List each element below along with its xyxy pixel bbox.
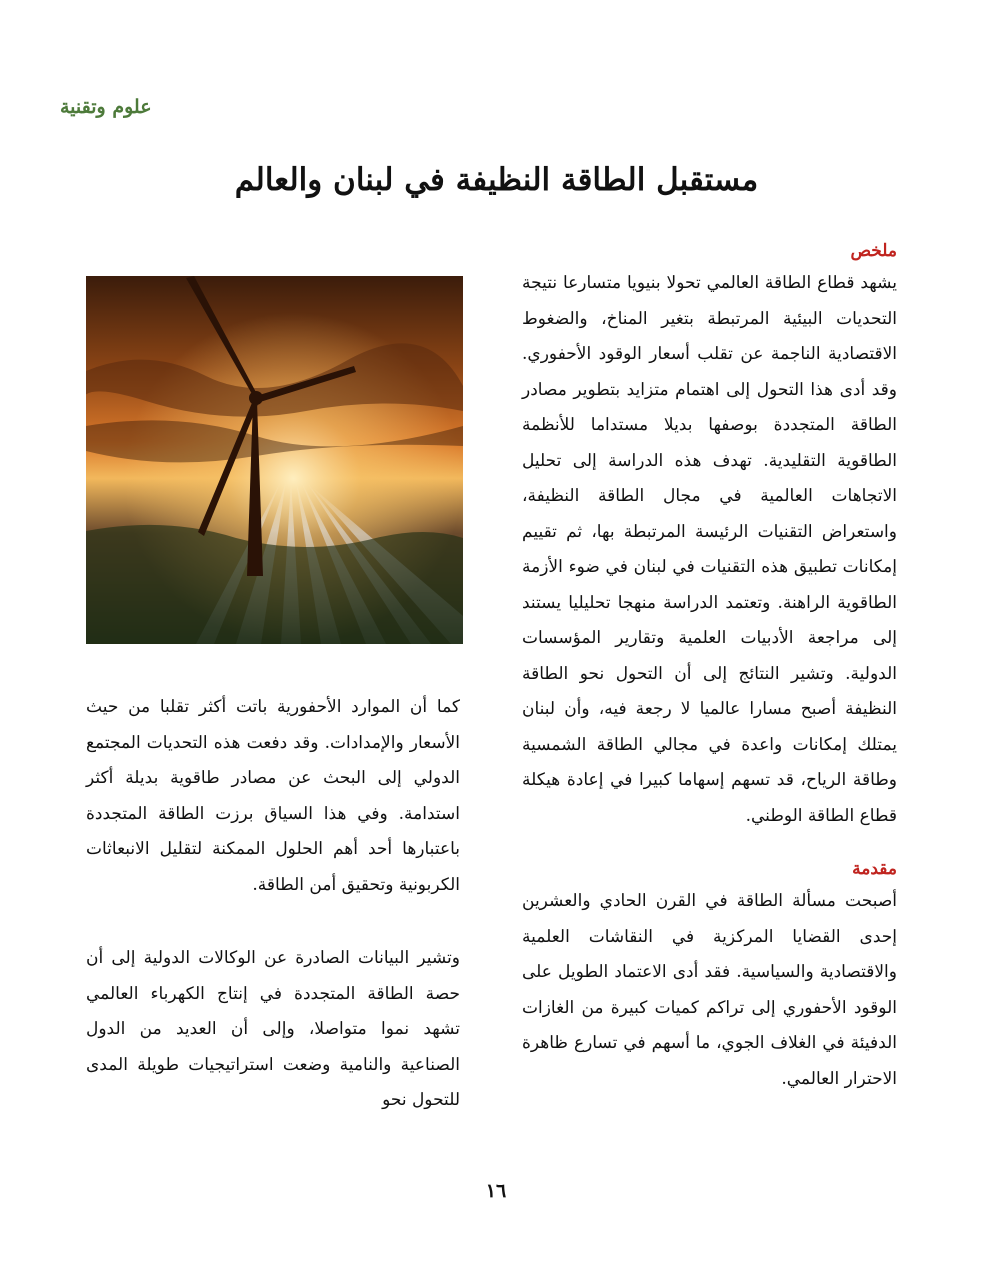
right-column [522,236,897,1097]
introduction-paragraph: أصبحت مسألة الطاقة في القرن الحادي والعشرين إحدى القضايا المركزية في النقاشات العلمية والاقتصادية والسياسية. فقد أدى الاعتماد الطويل على الوقود الأحفوري إلى تراكم كميات كبيرة من الغازات الدفيئة في الغلاف الجوي، ما أسهم في تسارع ظاهرة الاحترار العالمي. [522,891,897,1089]
page-title: مستقبل الطاقة النظيفة في لبنان والعالم [234,162,759,198]
wind-turbine-photo [86,276,463,644]
continuation-paragraph-2: وتشير البيانات الصادرة عن الوكالات الدولية إلى أن حصة الطاقة المتجددة في إنتاج الكهرباء العالمي تشهد نموا متواصلا، وإلى أن العديد من الدول الصناعية والنامية وضعت استراتيجيات طويلة المدى للتحول نحو [86,948,460,1110]
introduction-heading: مقدمة [852,859,897,879]
abstract-paragraph: يشهد قطاع الطاقة العالمي تحولا بنيويا متسارعا نتيجة التحديات البيئية المرتبطة بتغير المناخ، والضغوط الاقتصادية الناجمة عن تقلب أسعار الوقود الأحفوري. وقد أدى هذا التحول إلى اهتمام متزايد بتطوير مصادر الطاقة المتجددة بوصفها بديلا مستداما للأنظمة الطاقوية التقليدية. تهدف هذه الدراسة إلى تحليل الاتجاهات العالمية في مجال الطاقة النظيفة، واستعراض التقنيات الرئيسة المرتبطة بها، ثم تقييم إمكانات تطبيق هذه التقنيات في لبنان في ضوء الأزمة الطاقوية الراهنة. وتعتمد الدراسة منهجا تحليليا يستند إلى مراجعة الأدبيات العلمية وتقارير المؤسسات الدولية. وتشير النتائج إلى أن التحول نحو الطاقة النظيفة أصبح مسارا عالميا لا رجعة فيه، وأن لبنان يمتلك إمكانات واعدة في مجالي الطاقة الشمسية وطاقة الرياح، قد تسهم إسهاما كبيرا في إعادة هيكلة قطاع الطاقة الوطني. [522,273,897,826]
continuation-paragraph-1: كما أن الموارد الأحفورية باتت أكثر تقلبا من حيث الأسعار والإمدادات. وقد دفعت هذه التحديات المجتمع الدولي إلى البحث عن مصادر طاقوية بديلة أكثر استدامة. وفي هذا السياق برزت الطاقة المتجددة باعتبارها أحد أهم الحلول الممكنة لتقليل الانبعاثات الكربونية وتحقيق أمن الطاقة. [86,697,460,895]
left-column [86,690,460,1119]
wind-turbine-illustration [86,276,463,644]
abstract-heading: ملخص [850,241,897,261]
section-label: علوم وتقنية [60,96,152,118]
page-number: ١٦ [485,1180,507,1202]
